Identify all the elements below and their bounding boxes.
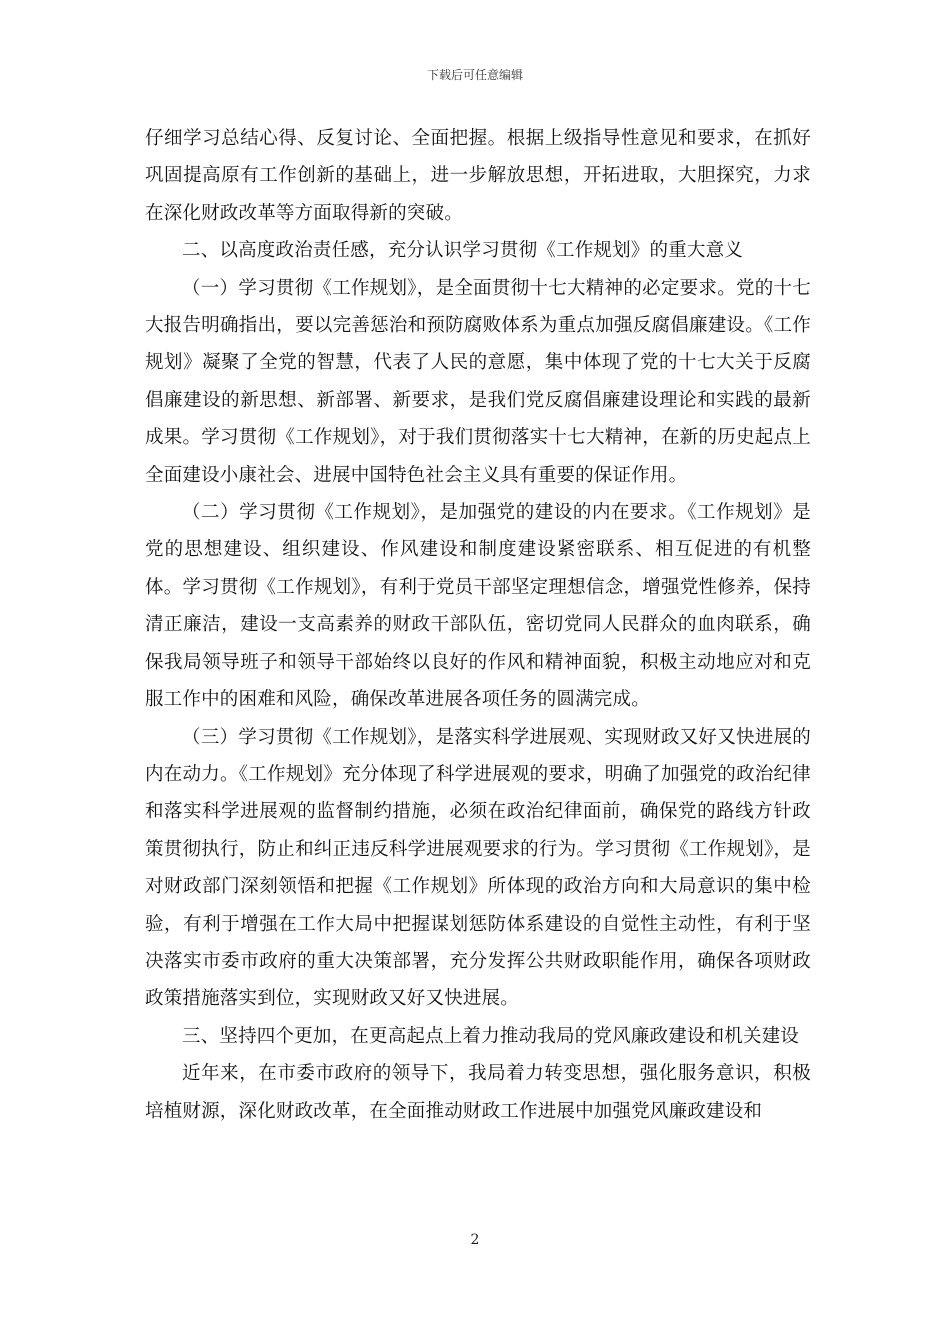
paragraph-point-3: （三）学习贯彻《工作规划》，是落实科学进展观、实现财政又好又快进展的内在动力。《工作规划》充分体现了科学进展观的要求，明确了加强党的政治纪律和落实科学进展观的监督制约措施，必须在政治纪律面前，确保党的路线方针政策贯彻执行，防止和纠正违反科学进展观要求的行为。学习贯彻《工作规划》，是对财政部门深刻领悟和把握《工作规划》所体现的政治方向和大局意识的集中检验，有利于增强在工作大局中把握谋划惩防体系建设的自觉性主动性，有利于坚决落实市委市政府的重大决策部署，充分发挥公共财政职能作用，确保各项财政政策措施落实到位，实现财政又好又快进展。 bbox=[145, 726, 811, 1010]
section-heading-2: 二、以高度政治责任感，充分认识学习贯彻《工作规划》的重大意义 bbox=[182, 240, 744, 262]
document-body bbox=[145, 120, 811, 1130]
page-number: 2 bbox=[470, 1232, 480, 1248]
paragraph-point-2: （二）学习贯彻《工作规划》，是加强党的建设的内在要求。《工作规划》是党的思想建设、组织建设、作风建设和制度建设紧密联系、相互促进的有机整体。学习贯彻《工作规划》，有利于党员干部坚定理想信念，增强党性修养，保持清正廉洁，建设一支高素养的财政干部队伍，密切党同人民群众的血肉联系，确保我局领导班子和领导干部始终以良好的作风和精神面貌，积极主动地应对和克服工作中的困难和风险，确保改革进展各项任务的圆满完成。 bbox=[145, 502, 811, 711]
paragraph-intro: 近年来，在市委市政府的领导下，我局着力转变思想，强化服务意识，积极培植财源，深化财政改革，在全面推动财政工作进展中加强党风廉政建设和 bbox=[145, 1063, 811, 1122]
paragraph-continuation: 仔细学习总结心得、反复讨论、全面把握。根据上级指导性意见和要求，在抓好巩固提高原有工作创新的基础上，进一步解放思想，开拓进取，大胆探究，力求在深化财政改革等方面取得新的突破。 bbox=[145, 128, 811, 224]
paragraph-point-1: （一）学习贯彻《工作规划》，是全面贯彻十七大精神的必定要求。党的十七大报告明确指出，要以完善惩治和预防腐败体系为重点加强反腐倡廉建设。《工作规划》凝聚了全党的智慧，代表了人民的意愿，集中体现了党的十七大关于反腐倡廉建设的新思想、新部署、新要求，是我们党反腐倡廉建设理论和实践的最新成果。学习贯彻《工作规划》，对于我们贯彻落实十七大精神，在新的历史起点上全面建设小康社会、进展中国特色社会主义具有重要的保证作用。 bbox=[145, 277, 811, 486]
page-header: 下载后可任意编辑 bbox=[426, 68, 523, 82]
section-heading-3: 三、坚持四个更加，在更高起点上着力推动我局的党风廉政建设和机关建设 bbox=[182, 1025, 800, 1047]
